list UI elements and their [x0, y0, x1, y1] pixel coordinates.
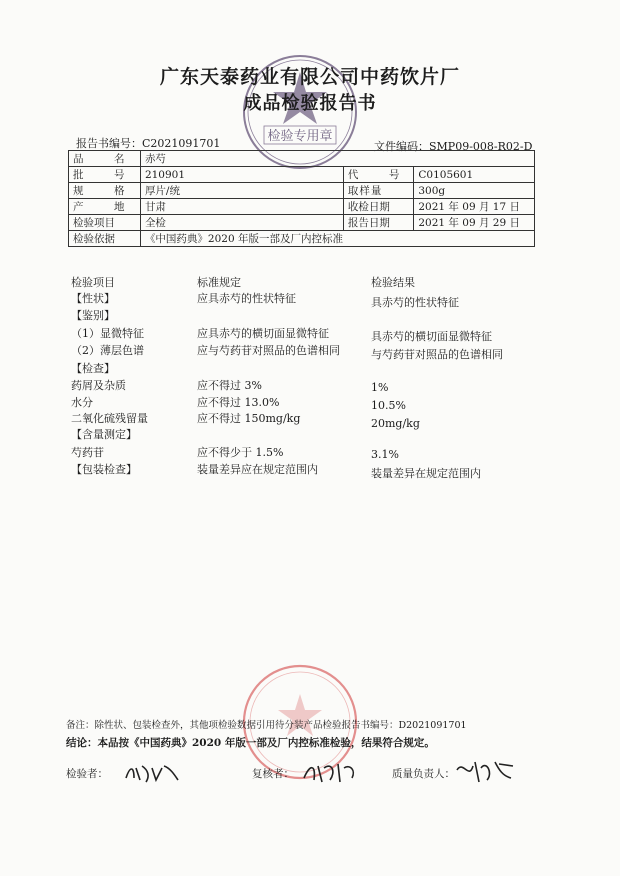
remark: 备注：除性状、包装检查外，其他项检验数据引用待分装产品检验报告书编号：D2021091701	[66, 720, 467, 731]
header-item: 检验项目	[71, 276, 115, 289]
item-value: 全检	[140, 215, 343, 231]
row-item: 【性状】	[71, 292, 115, 305]
header-result: 检验结果	[371, 276, 415, 289]
info-row-basis	[69, 231, 535, 247]
report-number-value: C2021091701	[142, 137, 221, 150]
table-row	[0, 410, 620, 430]
row-item: （1）显微特征	[71, 327, 144, 340]
row-result: 具赤芍的横切面显微特征	[371, 330, 492, 343]
table-row	[0, 360, 620, 377]
product-value: 赤芍	[140, 151, 534, 167]
origin-label: 产 地	[69, 199, 141, 215]
row-result: 10.5%	[371, 399, 406, 412]
conclusion: 结论：本品按《中国药典》2020 年版一部及厂内控标准检验，结果符合规定。	[66, 737, 435, 749]
row-result: 3.1%	[371, 448, 399, 461]
row-item: 二氧化硫残留量	[71, 412, 148, 425]
file-number-value: SMP09-008-R02-D	[429, 140, 533, 153]
row-standard: 应具赤芍的性状特征	[197, 292, 296, 305]
basis-value: 《中国药典》2020 年版一部及厂内控标准	[140, 231, 534, 247]
info-row-batch	[69, 167, 535, 183]
table-row	[0, 307, 620, 324]
table-row	[0, 290, 620, 307]
table-row	[0, 394, 620, 411]
info-row-origin	[69, 199, 535, 215]
table-row	[0, 461, 620, 478]
row-item: 水分	[71, 396, 93, 409]
table-row	[0, 426, 620, 443]
report-number	[76, 135, 220, 151]
info-row-product	[69, 151, 535, 167]
seal-label: 检验专用章	[267, 129, 333, 144]
row-standard: 应不得过 3%	[197, 379, 262, 392]
code-label: 代 号	[343, 167, 414, 183]
header-standard: 标准规定	[197, 276, 241, 289]
row-result: 具赤芍的性状特征	[371, 296, 459, 309]
row-standard: 应不得过 13.0%	[197, 396, 280, 409]
sample-label: 取样量	[343, 183, 414, 199]
row-result: 20mg/kg	[371, 417, 420, 430]
spec-value: 厚片/统	[140, 183, 343, 199]
report-date-label: 报告日期	[343, 215, 414, 231]
row-item: 【检查】	[71, 362, 115, 375]
row-item: （2）薄层色谱	[71, 344, 144, 357]
report-title: 成品检验报告书	[243, 93, 377, 114]
row-item: 芍药苷	[71, 446, 104, 459]
table-row	[0, 325, 620, 342]
product-info-table	[68, 150, 535, 247]
received-value: 2021 年 09 月 17 日	[414, 199, 535, 215]
code-value: C0105601	[414, 167, 535, 183]
product-label: 品 名	[69, 151, 141, 167]
reviewer-label: 复核者：	[252, 768, 294, 780]
report-date-value: 2021 年 09 月 29 日	[414, 215, 535, 231]
row-item: 【含量测定】	[71, 428, 137, 441]
row-standard: 应具赤芍的横切面显微特征	[197, 327, 329, 340]
sample-value: 300g	[414, 183, 535, 199]
batch-value: 210901	[140, 167, 343, 183]
results-header	[0, 274, 620, 291]
table-row	[0, 377, 620, 394]
row-standard: 装量差异应在规定范围内	[197, 463, 318, 476]
info-row-spec	[69, 183, 535, 199]
row-standard: 应与芍药苷对照品的色谱相同	[197, 344, 340, 357]
info-row-item	[69, 215, 535, 231]
reviewer-signature	[300, 758, 360, 786]
origin-value: 甘肃	[140, 199, 343, 215]
row-result: 装量差异在规定范围内	[371, 467, 481, 480]
row-result: 与芍药苷对照品的色谱相同	[371, 348, 503, 361]
inspector-signature	[122, 760, 182, 786]
table-row	[0, 444, 620, 461]
company-name: 广东天泰药业有限公司中药饮片厂	[159, 66, 460, 88]
file-number-label: 文件编码：	[374, 140, 429, 153]
report-number-label: 报告书编号：	[76, 137, 142, 150]
batch-label: 批 号	[69, 167, 141, 183]
qa-manager-signature	[453, 756, 517, 786]
item-label: 检验项目	[69, 215, 141, 231]
basis-label: 检验依据	[69, 231, 141, 247]
row-standard: 应不得少于 1.5%	[197, 446, 284, 459]
table-row	[0, 342, 620, 359]
row-result: 1%	[371, 381, 389, 394]
qa-manager-label: 质量负责人：	[392, 768, 455, 780]
row-item: 【包装检查】	[71, 463, 137, 476]
row-item: 药屑及杂质	[71, 379, 126, 392]
inspector-label: 检验者：	[66, 768, 108, 780]
row-standard: 应不得过 150mg/kg	[197, 412, 301, 425]
row-item: 【鉴别】	[71, 309, 115, 322]
received-label: 收检日期	[343, 199, 414, 215]
spec-label: 规 格	[69, 183, 141, 199]
